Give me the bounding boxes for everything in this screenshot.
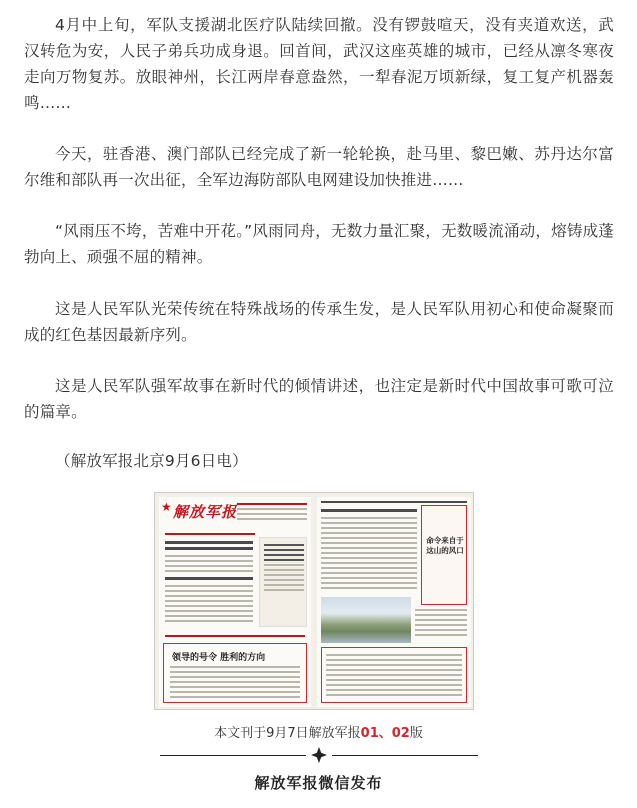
- newspaper-pages-image[interactable]: [154, 492, 474, 710]
- side-column: [259, 537, 307, 627]
- article-paragraph: “风雨压不垮，苦难中开花。”风雨同舟，无数力量汇聚，无数暖流涌动，熔铸成蓬勃向上、顽强不屈的精神。: [24, 222, 614, 266]
- divider-line-left: [160, 755, 306, 756]
- text-columns: [415, 609, 467, 639]
- article-paragraph: 4月中上旬，军队支援湖北医疗队陆续回撤。没有锣鼓喧天，没有夹道欢送，武汉转危为安，人民子弟兵功成身退。回首间，武汉这座英雄的城市，已经从凛冬寒夜走向万物复苏。放眼神州，长江两岸春意盎然，一犁春泥万顷新绿，复工复产机器轰鸣……: [24, 16, 614, 112]
- text-columns: [165, 585, 253, 625]
- text-columns: [165, 555, 253, 575]
- highlight-box: [321, 647, 467, 703]
- boxed-headline: 领导的号令 胜利的方向: [172, 653, 266, 663]
- red-rule: [165, 635, 305, 637]
- caption-pages: 01、02: [360, 726, 410, 741]
- headline-block: [321, 509, 417, 512]
- headline-block: [165, 541, 253, 544]
- article-paragraph: 这是人民军队强军故事在新时代的倾情讲述，也注定是新时代中国故事可歌可泣的篇章。: [24, 377, 614, 421]
- image-caption: [0, 722, 637, 741]
- article-paragraph: 今天，驻香港、澳门部队已经完成了新一轮轮换，赴马里、黎巴嫩、苏丹达尔富尔维和部队再一次出征，全军边海防部队电网建设加快推进……: [24, 145, 614, 189]
- masthead-headline-lines: [237, 503, 307, 523]
- text-columns: [321, 517, 417, 592]
- ornamental-divider: [0, 746, 637, 764]
- red-rule: [165, 533, 255, 535]
- article-dateline: （解放军报北京9月6日电）: [55, 452, 248, 470]
- headline-block: [165, 547, 253, 550]
- article-paragraph: 这是人民军队光荣传统在特殊战场的传承生发，是人民军队用初心和使命凝聚而成的红色基因最新序列。: [24, 300, 614, 344]
- newspaper-front-page: [159, 497, 311, 707]
- landscape-photo: [321, 597, 411, 643]
- footer-label: 解放军报微信发布: [254, 774, 383, 792]
- side-headline: 命令来自于这山的风口: [426, 536, 464, 555]
- ornament-icon: [310, 746, 328, 764]
- page-header-rule: [321, 501, 467, 503]
- headline-block: [165, 577, 253, 580]
- highlight-box: [163, 643, 307, 703]
- caption-prefix: 本文刊于9月7日解放军报: [214, 726, 361, 741]
- newspaper-masthead: 解放军报: [173, 503, 238, 521]
- newspaper-second-page: [317, 497, 471, 707]
- caption-suffix: 版: [409, 726, 423, 741]
- star-icon: ★: [161, 500, 172, 514]
- divider-line-right: [332, 755, 478, 756]
- red-side-box: [421, 505, 467, 605]
